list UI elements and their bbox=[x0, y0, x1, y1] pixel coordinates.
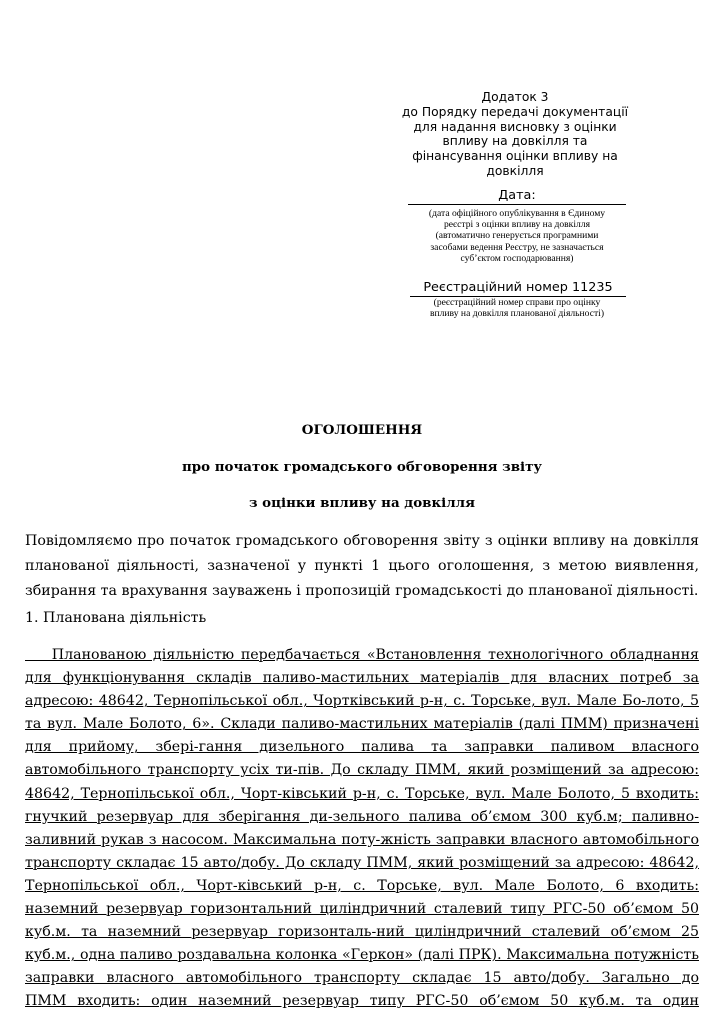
appendix-header-line: Додаток 3 bbox=[481, 90, 549, 104]
paragraph-line: заливний рукав з насосом. Максимальна поту-жність заправки власного автомобільного bbox=[25, 831, 699, 848]
paragraph-line: ПММ входить: один наземний резервуар типу РГС-50 об’ємом 50 куб.м. та один bbox=[25, 993, 699, 1010]
paragraph-line: Планованою діяльністю передбачається «Встановлення технологічного обладнання bbox=[25, 647, 699, 663]
intro-line: збирання та врахування зауважень і пропозицій громадськості до планованої діяльності. bbox=[25, 583, 699, 599]
paragraph-line: куб.м., одна паливо роздавальна колонка «Геркон» (далі ПРК). Максимальна потужність bbox=[25, 947, 699, 964]
intro-line: Повідомляємо про початок громадського обговорення звіту з оцінки впливу на довкілля bbox=[25, 533, 699, 549]
registration-note-line: впливу на довкілля планованої діяльності) bbox=[429, 308, 605, 320]
appendix-header-line: до Порядку передачі документації bbox=[401, 104, 629, 119]
paragraph-line: транспорту складає 15 авто/добу. До складу ПММ, який розміщений за адресою: 48642, bbox=[25, 854, 699, 871]
registration-note-line: (реєстраційний номер справи про оцінку bbox=[433, 297, 601, 308]
paragraph-line: заправки власного автомобільного транспорту складає 15 авто/добу. Загально до bbox=[25, 970, 699, 987]
appendix-header-line: впливу на довкілля та bbox=[442, 134, 588, 149]
paragraph-line: 48642, Тернопільської обл., Чорт-ківський р-н, с. Торське, вул. Мале Болото, 5 входить: bbox=[25, 785, 699, 802]
intro-paragraph bbox=[25, 529, 699, 604]
planned-activity-paragraph bbox=[25, 644, 699, 1014]
paragraph-line: для прийому, збері-гання дизельного палива та заправки паливом власного bbox=[25, 739, 699, 756]
section-heading: 1. Планована діяльність bbox=[25, 610, 207, 626]
date-note bbox=[404, 208, 630, 264]
document-title: ОГОЛОШЕННЯ bbox=[301, 422, 423, 438]
appendix-header-line: фінансування оцінки впливу на bbox=[412, 149, 618, 164]
appendix-header-line: для надання висновку з оцінки bbox=[413, 119, 617, 134]
document-subtitle-continued: з оцінки впливу на довкілля bbox=[248, 495, 476, 511]
date-note-line: (автоматично генерується програмними bbox=[435, 230, 599, 242]
document-subtitle: про початок громадського обговорення звіту bbox=[182, 459, 542, 475]
paragraph-line: автомобільного транспорту усіх ти-пів. До складу ПММ, який розміщений за адресою: bbox=[25, 762, 699, 779]
paragraph-line: для функціонування складів паливо-мастильних матеріалів для власних потреб за bbox=[25, 670, 699, 687]
appendix-header-line: довкілля bbox=[486, 163, 544, 178]
paragraph-line: адресою: 48642, Тернопільської обл., Чортківський р-н, с. Торське, вул. Мале Бо-лото, 5 bbox=[25, 693, 699, 710]
paragraph-line: наземний резервуар горизонтальний циліндричний сталевий типу РГС-50 об’ємом 50 bbox=[25, 901, 699, 918]
appendix-header bbox=[384, 90, 646, 179]
date-label: Дата: bbox=[408, 188, 626, 205]
paragraph-line: гнучкий резервуар для зберігання ди-зельного палива об’ємом 300 куб.м; паливно- bbox=[25, 808, 699, 825]
intro-line: планованої діяльності, зазначеної у пункті 1 цього оголошення, з метою виявлення, bbox=[25, 558, 699, 574]
paragraph-line: та вул. Мале Болото, 6». Склади паливо-мастильних матеріалів (далі ПММ) призначені bbox=[25, 716, 699, 733]
date-note-line: суб’єктом господарювання) bbox=[460, 252, 574, 264]
date-note-line: реєстрі з оцінки впливу на довкілля bbox=[443, 219, 590, 231]
date-note-line: засобами ведення Реєстру, не зазначається bbox=[430, 241, 604, 253]
registration-number-label: Реєстраційний номер 11235 bbox=[410, 280, 626, 297]
paragraph-line: Тернопільської обл., Чорт-ківський р-н, с. Торське, вул. Мале Болото, 6 входить: bbox=[25, 877, 699, 894]
paragraph-line: куб.м. та наземний резервуар горизонталь-ний циліндричний сталевий об’ємом 25 bbox=[25, 924, 699, 941]
date-note-line: (дата офіційного опублікування в Єдиному bbox=[428, 208, 606, 219]
registration-note bbox=[404, 297, 630, 319]
